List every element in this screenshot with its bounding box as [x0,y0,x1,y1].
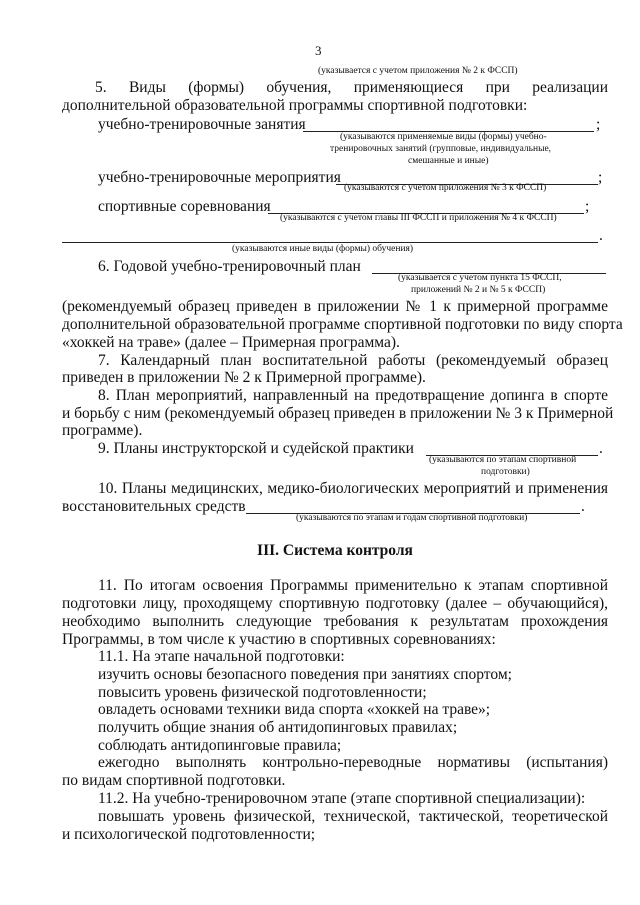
item-11-2-line-2: и психологической подготовленности; [62,826,316,843]
medical-plans-end: . [581,498,585,515]
list-item: овладеть основами техники вида спорта «хоккей на траве»; [98,701,491,718]
training-sessions-note-2: тренировочных занятий (групповые, индивидуальные, [330,144,552,154]
competitions-end: ; [585,198,590,215]
training-sessions-label: учебно-тренировочные занятия [98,116,306,133]
list-item: получить общие знания об антидопинговых правилах; [98,719,458,736]
section-heading: III. Система контроля [257,542,413,559]
item-11-1-last-line-2: по видам спортивной подготовки. [62,772,286,789]
item-6-line-3: «хоккей на траве» (далее – Примерная программа). [62,334,400,351]
medical-plans-note: (указываются по этапам и годам спортивной подготовки) [296,513,528,523]
item-11-2-title: 11.2. На учебно-тренировочном этапе (этапе спортивной специализации): [98,790,586,807]
practice-plans-note-2: подготовки) [481,467,530,477]
item-11-line-4: Программы, в том числе к участию в спортивных соревнованиях: [62,631,496,648]
competitions-label: спортивные соревнования [98,198,271,215]
competitions-note: (указываются с учетом главы III ФССП и приложения № 4 к ФССП) [280,213,557,223]
annual-plan-note-1: (указывается с учетом пункта 15 ФССП, [398,273,562,283]
item-11-2-line-1: повышать уровень физической, технической, тактической, теоретической [98,808,608,825]
item-10-line-1: 10. Планы медицинских, медико-биологических мероприятий и применения [98,480,608,497]
item-8-line-2: и борьбу с ним (рекомендуемый образец приведен в приложении № 3 к Примерной [62,405,614,422]
item-6-label: 6. Годовой учебно-тренировочный план [98,258,361,275]
training-events-end: ; [598,169,603,186]
item-11-line-3: необходимо выполнить следующие требования к результатам прохождения [62,613,608,630]
item-6-line-1: (рекомендуемый образец приведен в приложении № 1 к примерной программе [62,298,608,315]
list-item: повысить уровень физической подготовленности; [98,684,427,701]
item-11-line-2: подготовки лицу, проходящему спортивную подготовку (далее – обучающийся), [62,595,608,612]
practice-plans-end: . [599,440,603,457]
training-events-note: (указываются с учетом приложения № 3 к ФССП) [344,183,547,193]
list-item: соблюдать антидопинговые правила; [98,737,342,754]
item-11-1-last-line-1: ежегодно выполнять контрольно-переводные нормативы (испытания) [98,754,608,771]
item-8-line-3: программе). [62,422,143,439]
item-9-label: 9. Планы инструкторской и судейской практики [98,440,414,457]
training-sessions-note-1: (указываются применяемые виды (формы) учебно- [340,132,547,142]
training-sessions-end: ; [596,116,601,133]
item-7-line-1: 7. Календарный план воспитательной работы (рекомендуемый образец [98,352,608,369]
item-7-line-2: приведен в приложении № 2 к Примерной программе). [62,369,426,386]
note-appendix-2: (указывается с учетом приложения № 2 к ФССП) [318,66,518,76]
practice-plans-note-1: (указываются по этапам спортивной [429,455,577,465]
training-sessions-note-3: смешанные и иные) [408,156,489,166]
page-number: 3 [315,43,322,58]
item-11-line-1: 11. По итогам освоения Программы применительно к этапам спортивной [98,577,608,594]
item-11-1-title: 11.1. На этапе начальной подготовки: [98,648,345,665]
item-8-line-1: 8. План мероприятий, направленный на предотвращение допинга в спорте [98,387,608,404]
list-item: изучить основы безопасного поведения при занятиях спортом; [98,666,512,683]
other-forms-end: . [599,227,603,244]
annual-plan-note-2: приложений № 2 и № 5 к ФССП) [411,285,546,295]
item-10-label: восстановительных средств [62,498,246,515]
item-5-line-1: 5. Виды (формы) обучения, применяющиеся при реализации [95,79,608,96]
training-events-label: учебно-тренировочные мероприятия [98,169,341,186]
item-5-line-2: дополнительной образовательной программы спортивной подготовки: [62,97,528,114]
other-forms-note: (указываются иные виды (формы) обучения) [232,244,414,254]
item-6-line-2: дополнительной образовательной программе спортивной подготовки по виду спорта [62,316,623,333]
other-forms-blank[interactable] [62,242,598,243]
